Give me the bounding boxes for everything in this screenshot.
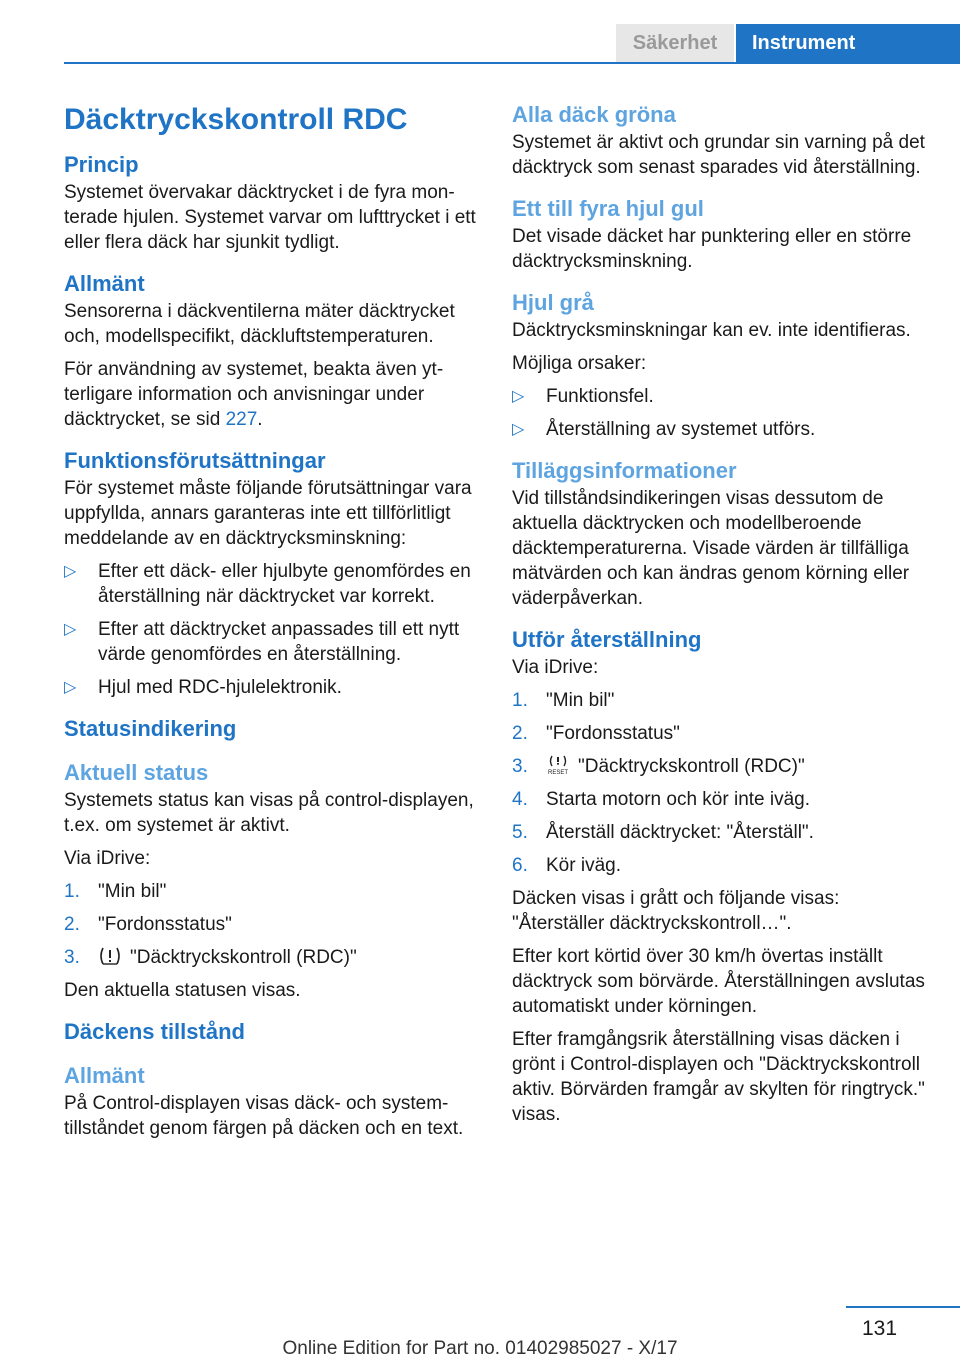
page-number: 131 <box>862 1317 898 1340</box>
header-divider <box>64 62 960 64</box>
princip-text: Systemet övervakar däcktrycket i de fyra monterade hjulen. Systemet varvar om lufttrycket i ett eller flera däck har sjunkit tydligt. <box>64 182 476 253</box>
list-item <box>512 384 928 409</box>
tire-pressure-icon <box>98 946 122 966</box>
bullet-triangle-icon: ▷ <box>512 388 525 405</box>
heading-statusindikering: Statusindikering <box>64 716 237 741</box>
list-item <box>512 853 928 878</box>
list-item <box>512 417 928 442</box>
step-number: 1. <box>64 881 80 902</box>
allmant-text-2-pre: För användning av systemet, beakta även ytterligare information och anvisningar under däcktrycket, se sid <box>64 359 444 430</box>
list-item <box>64 912 480 937</box>
reset-text-3: Efter kort körtid över 30 km/h övertas inställt däcktryck som börvärde. Återställningen avslutas automatiskt under körningen. <box>512 946 925 1017</box>
funk-list <box>64 559 480 700</box>
heading-utfor-aterstallning: Utför återställning <box>512 627 702 652</box>
page-ref-link[interactable]: 227 <box>225 409 258 430</box>
step-number: 4. <box>512 789 528 810</box>
till-text: Vid tillståndsindikeringen visas dessutom de aktuella däcktrycken och modellberoende däcktemperaturerna. Visade värden är tillfälliga mätvärden och kan ändras genom körning eller väderpåverkan. <box>512 488 910 609</box>
aktuell-text-2: Via iDrive: <box>64 848 151 869</box>
funk-text: För systemet måste följande förutsättningar vara uppfyllda, annars garanteras inte ett tillförlitligt meddelande av en däcktrycksminskning: <box>64 478 472 549</box>
heading-alla-dack-grona: Alla däck gröna <box>512 102 676 127</box>
allmant-text-2-post: . <box>257 409 263 430</box>
bullet-triangle-icon: ▷ <box>64 621 77 638</box>
page-title: Däcktryckskontroll RDC <box>64 103 408 136</box>
allmant-text-2 <box>64 357 480 432</box>
list-item <box>64 559 480 609</box>
heading-funktionsforutsattningar: Funktionsförutsättningar <box>64 448 326 473</box>
list-item-text: Efter att däcktrycket anpassades till ett nytt värde genomfördes en återställning. <box>98 619 460 665</box>
heading-princip: Princip <box>64 152 139 177</box>
footer-edition: Online Edition for Part no. 01402985027 - X/17 <box>282 1338 678 1359</box>
list-item <box>512 820 928 845</box>
list-item-text: Efter ett däck- eller hjulbyte genomfördes en återställning när däcktrycket var korrekt. <box>98 561 471 607</box>
heading-hjul-gul: Ett till fyra hjul gul <box>512 196 704 221</box>
list-item <box>64 879 480 904</box>
step-number: 5. <box>512 822 528 843</box>
reset-icon-label: RESET <box>547 770 569 775</box>
list-item-text: Funktionsfel. <box>546 386 654 407</box>
list-item <box>64 675 480 700</box>
heading-tillaggsinformationer: Tilläggsinformationer <box>512 458 737 483</box>
reset-text-4: Efter framgångsrik återställning visas däcken i grönt i Control-displayen och "Däcktryckskontroll aktiv. Börvärden framgår av skylten för ringtryck." visas. <box>512 1029 925 1125</box>
list-item <box>512 721 928 746</box>
step-number: 2. <box>512 723 528 744</box>
step-text: Återställ däcktrycket: "Återställ". <box>546 822 814 843</box>
bullet-triangle-icon: ▷ <box>64 563 77 580</box>
heading-allmant-2: Allmänt <box>64 1063 145 1088</box>
gra-list <box>512 384 928 442</box>
step-text: "Fordonsstatus" <box>98 914 232 935</box>
gra-text-2: Möjliga orsaker: <box>512 353 647 374</box>
step-number: 3. <box>512 756 528 777</box>
step-number: 6. <box>512 855 528 876</box>
aktuell-text-3: Den aktuella statusen visas. <box>64 980 301 1001</box>
grona-text: Systemet är aktivt och grundar sin varning på det däcktryck som senast sparades vid återställning. <box>512 132 925 178</box>
left-column <box>64 100 480 1149</box>
heading-allmant: Allmänt <box>64 271 145 296</box>
aktuell-text-1: Systemets status kan visas på control-displayen, t.ex. om systemet är aktivt. <box>64 790 474 836</box>
right-column <box>512 100 928 1135</box>
step-text: Kör iväg. <box>546 855 621 876</box>
step-text: "Däcktryckskontroll (RDC)" <box>130 947 357 968</box>
allmant-text-1: Sensorerna i däckventilerna mäter däcktrycket och, modellspecifikt, däckluftstemperaturen. <box>64 301 455 347</box>
list-item <box>512 688 928 713</box>
reset-text-1: Via iDrive: <box>512 657 599 678</box>
heading-aktuell-status: Aktuell status <box>64 760 209 785</box>
footer-divider <box>846 1306 960 1308</box>
gul-text: Det visade däcket har punktering eller en större däcktrycksminskning. <box>512 226 912 272</box>
list-item-text: Hjul med RDC-hjulelektronik. <box>98 677 342 698</box>
step-number: 2. <box>64 914 80 935</box>
reset-steps <box>512 688 928 878</box>
bullet-triangle-icon: ▷ <box>64 679 77 696</box>
allmant-2-text: På Control-displayen visas däck- och systemtillståndet genom färgen på däcken och en text. <box>64 1093 464 1139</box>
page-header <box>0 0 960 62</box>
step-text: "Däcktryckskontroll (RDC)" <box>578 756 805 777</box>
bullet-triangle-icon: ▷ <box>512 421 525 438</box>
reset-text-2: Däcken visas i grått och följande visas: "Återställer däcktryckskontroll…". <box>512 888 840 934</box>
heading-dackens-tillstand: Däckens tillstånd <box>64 1019 245 1044</box>
step-text: "Min bil" <box>98 881 167 902</box>
step-number: 1. <box>512 690 528 711</box>
list-item <box>64 945 480 970</box>
list-item <box>512 754 928 779</box>
list-item <box>64 617 480 667</box>
aktuell-steps <box>64 879 480 970</box>
list-item-text: Återställning av systemet utförs. <box>546 419 816 440</box>
gra-text-1: Däcktrycksminskningar kan ev. inte identifieras. <box>512 320 911 341</box>
list-item <box>512 787 928 812</box>
heading-hjul-gra: Hjul grå <box>512 290 594 315</box>
tab-instrument[interactable]: Instrument <box>736 24 960 62</box>
step-number: 3. <box>64 947 80 968</box>
tire-pressure-reset-icon <box>546 755 570 775</box>
tab-sakerhet[interactable]: Säkerhet <box>616 24 734 62</box>
step-text: "Fordonsstatus" <box>546 723 680 744</box>
step-text: Starta motorn och kör inte iväg. <box>546 789 811 810</box>
step-text: "Min bil" <box>546 690 615 711</box>
